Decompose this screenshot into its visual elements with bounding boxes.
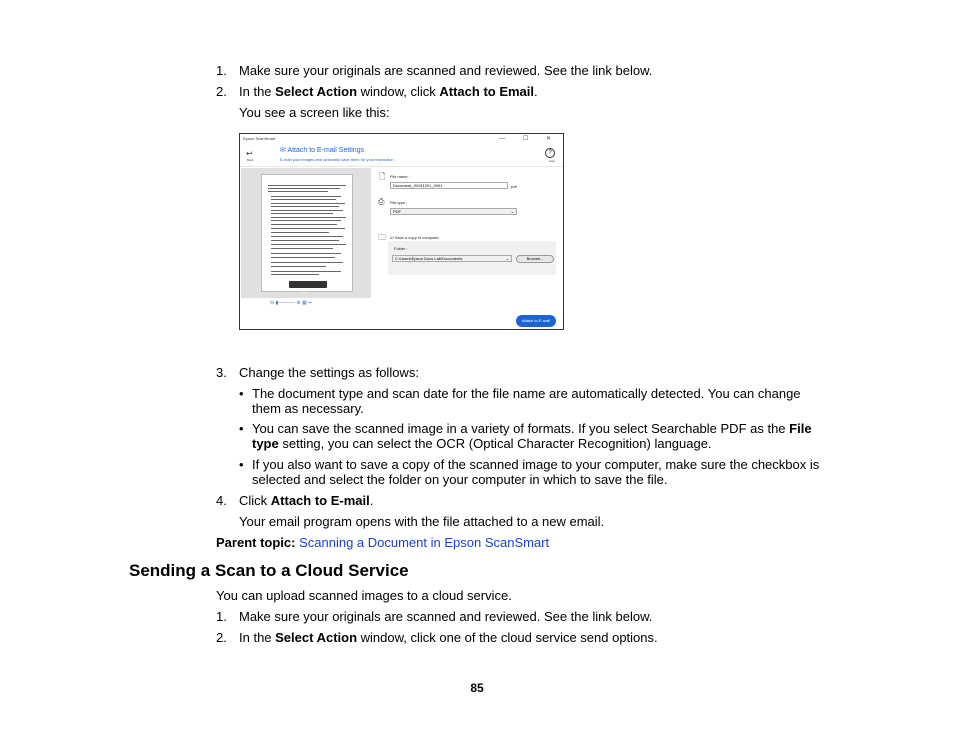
cloud-step-2-number: 2. bbox=[216, 630, 227, 645]
file-extension: .pdf bbox=[510, 184, 517, 189]
settings-heading: ✉ Attach to E-mail Settings bbox=[280, 147, 365, 154]
save-copy-checkbox[interactable]: ☑ Save a copy to computer bbox=[390, 235, 439, 240]
folder-save-icon: 🗀 bbox=[378, 233, 386, 242]
folder-panel bbox=[388, 241, 556, 275]
step-1-text: Make sure your originals are scanned and reviewed. See the link below. bbox=[239, 63, 653, 78]
chevron-down-icon: ⌄ bbox=[505, 256, 509, 261]
bullet-2-text: You can save the scanned image in a variety of formats. If you select Searchable PDF as the File type setting, you can select the OCR (Optical Character Recognition) language. bbox=[252, 421, 812, 451]
file-type-label: File type : bbox=[390, 200, 408, 205]
browse-button[interactable]: Browse... bbox=[516, 255, 554, 263]
envelope-icon: ✉ bbox=[280, 147, 288, 154]
attach-to-email-button[interactable]: Attach to E-mail bbox=[516, 315, 556, 327]
bullet-3-text: If you also want to save a copy of the scanned image to your computer, make sure the checkbox is selected and select the folder on your computer in which to save the file. bbox=[252, 457, 820, 487]
back-label: Back bbox=[247, 158, 254, 162]
window-title: Epson ScanSmart bbox=[243, 136, 276, 141]
divider bbox=[240, 166, 563, 167]
window-controls[interactable]: — ☐ ✕ bbox=[499, 136, 559, 142]
zoom-controls[interactable]: ⊖ ▮‒‒‒‒‒‒ ⊕ ▦ ▪▪ bbox=[270, 300, 312, 306]
section-heading: Sending a Scan to a Cloud Service bbox=[129, 561, 409, 580]
file-type-select[interactable]: PDF ⌄ bbox=[390, 208, 517, 215]
cloud-step-1-number: 1. bbox=[216, 609, 227, 624]
step-3-text: Change the settings as follows: bbox=[239, 365, 419, 380]
zoom-in-icon: ⊕ bbox=[296, 300, 301, 306]
grid-view-icon: ▦ bbox=[302, 300, 307, 306]
help-label: Help bbox=[548, 159, 555, 163]
cloud-step-1-text: Make sure your originals are scanned and reviewed. See the link below. bbox=[239, 609, 653, 624]
scansmart-screenshot bbox=[239, 133, 564, 330]
help-icon[interactable]: ? bbox=[545, 148, 555, 158]
scan-preview bbox=[241, 168, 371, 298]
bullet-3-mark: • bbox=[239, 457, 244, 472]
step-2-number: 2. bbox=[216, 84, 227, 99]
parent-topic: Parent topic: Scanning a Document in Epson ScanSmart bbox=[216, 535, 550, 550]
chevron-down-icon: ⌄ bbox=[510, 209, 514, 214]
folder-select[interactable]: C:\Users\Epson Docs Lab\Documents ⌄ bbox=[392, 255, 512, 262]
step-2-text: In the Select Action window, click Attach to Email. bbox=[239, 84, 538, 99]
step-4-text: Click Attach to E-mail. bbox=[239, 493, 374, 508]
section-intro: You can upload scanned images to a cloud service. bbox=[216, 588, 512, 603]
page-navigator[interactable]: 1 / 1 bbox=[289, 281, 327, 288]
cloud-step-2-text: In the Select Action window, click one of the cloud service send options. bbox=[239, 630, 658, 645]
parent-topic-link[interactable]: Scanning a Document in Epson ScanSmart bbox=[299, 535, 550, 550]
step-1-number: 1. bbox=[216, 63, 227, 78]
settings-subheading: E-mail your images and optionally save them for your instruction bbox=[280, 157, 394, 162]
back-arrow-icon[interactable]: ↩ bbox=[246, 149, 253, 158]
file-icon: 🗋 bbox=[379, 172, 386, 181]
file-name-input[interactable]: Document_20191201_0001 bbox=[390, 182, 508, 189]
see-screen-text: You see a screen like this: bbox=[239, 105, 390, 120]
file-name-label: File name : bbox=[390, 174, 410, 179]
page-number: 85 bbox=[470, 681, 484, 695]
step-4-number: 4. bbox=[216, 493, 227, 508]
preview-page bbox=[261, 174, 353, 292]
bullet-1-text: The document type and scan date for the file name are automatically detected. You can change them as necessary. bbox=[252, 386, 801, 416]
pdf-icon: ⎙ bbox=[378, 197, 385, 206]
folder-label: Folder : bbox=[394, 246, 408, 251]
bullet-1-mark: • bbox=[239, 386, 244, 401]
zoom-out-icon: ⊖ bbox=[270, 300, 275, 306]
step-4-result: Your email program opens with the file attached to a new email. bbox=[239, 514, 605, 529]
bullet-2-mark: • bbox=[239, 421, 244, 436]
step-3-number: 3. bbox=[216, 365, 227, 380]
